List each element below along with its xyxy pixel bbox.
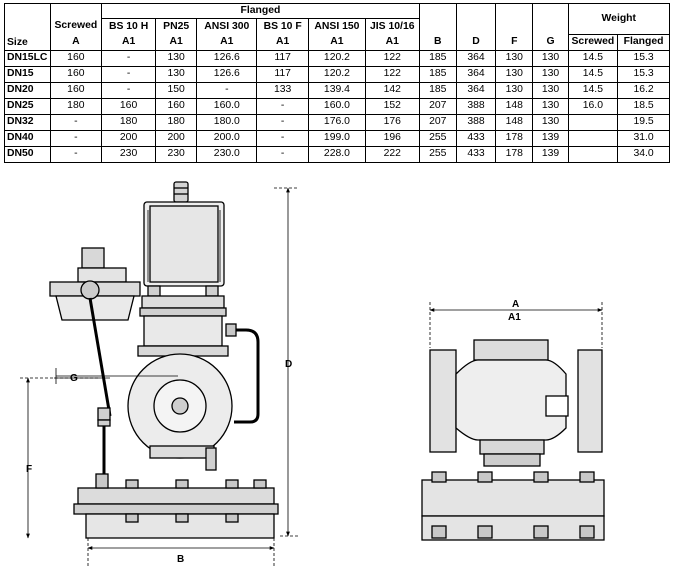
- table-cell: 14.5: [568, 82, 618, 98]
- table-cell: 34.0: [618, 146, 670, 162]
- dim-label-d: D: [285, 359, 293, 370]
- table-cell: 150: [155, 82, 196, 98]
- col-head-bottom: A1: [257, 34, 309, 50]
- col-head-top: BS 10 H: [102, 19, 156, 35]
- col-head-bottom: G: [533, 34, 568, 50]
- table-cell: 16.0: [568, 98, 618, 114]
- dimensions-table: [4, 3, 670, 163]
- table-cell: 207: [419, 98, 456, 114]
- table-cell: 130: [533, 66, 568, 82]
- table-cell: 255: [419, 146, 456, 162]
- table-row: [5, 82, 670, 98]
- table-cell: 160.0: [309, 98, 366, 114]
- col-head-top: BS 10 F: [257, 19, 309, 35]
- dim-label-a: A: [512, 299, 520, 310]
- front-elevation-view: [422, 340, 604, 540]
- table-cell: 122: [365, 66, 419, 82]
- table-cell: 364: [456, 66, 495, 82]
- table-cell: -: [257, 98, 309, 114]
- table-cell: 180: [155, 114, 196, 130]
- dim-label-a1: A1: [508, 312, 521, 323]
- size-cell: DN15LC: [5, 50, 51, 66]
- table-cell: 139: [533, 130, 568, 146]
- flanged-group-header: Flanged: [102, 4, 419, 19]
- table-cell: 120.2: [309, 66, 366, 82]
- table-cell: 388: [456, 98, 495, 114]
- dim-label-g: G: [70, 373, 78, 384]
- table-cell: 130: [533, 114, 568, 130]
- table-cell: 178: [496, 130, 533, 146]
- table-row: [5, 50, 670, 66]
- col-head-bottom: A1: [197, 34, 257, 50]
- table-cell: 228.0: [309, 146, 366, 162]
- table-cell: 199.0: [309, 130, 366, 146]
- table-cell: 142: [365, 82, 419, 98]
- table-cell: 207: [419, 114, 456, 130]
- table-cell: 222: [365, 146, 419, 162]
- table-cell: 364: [456, 50, 495, 66]
- col-head-bottom: D: [456, 34, 495, 50]
- table-cell: 160: [102, 98, 156, 114]
- table-cell: 117: [257, 50, 309, 66]
- col-head-bottom: A: [50, 34, 102, 50]
- table-cell: -: [50, 114, 102, 130]
- table-cell: 160.0: [197, 98, 257, 114]
- size-cell: DN40: [5, 130, 51, 146]
- table-cell: 433: [456, 130, 495, 146]
- table-cell: 180.0: [197, 114, 257, 130]
- table-row: [5, 130, 670, 146]
- table-cell: -: [257, 114, 309, 130]
- size-header: Size: [5, 34, 51, 50]
- table-cell: 200: [102, 130, 156, 146]
- valve-drawing: [0, 170, 681, 568]
- table-row: [5, 66, 670, 82]
- table-cell: 255: [419, 130, 456, 146]
- table-cell: -: [257, 130, 309, 146]
- col-head-bottom: A1: [309, 34, 366, 50]
- table-cell: 14.5: [568, 66, 618, 82]
- table-cell: 16.2: [618, 82, 670, 98]
- size-cell: DN15: [5, 66, 51, 82]
- table-cell: 196: [365, 130, 419, 146]
- col-head-bottom: A1: [155, 34, 196, 50]
- table-cell: [568, 114, 618, 130]
- size-cell: DN32: [5, 114, 51, 130]
- table-cell: -: [102, 82, 156, 98]
- table-cell: 185: [419, 82, 456, 98]
- weight-group-header: Weight: [568, 4, 669, 35]
- table-cell: 180: [50, 98, 102, 114]
- table-cell: 18.5: [618, 98, 670, 114]
- table-cell: 185: [419, 66, 456, 82]
- size-cell: DN25: [5, 98, 51, 114]
- table-cell: -: [50, 146, 102, 162]
- col-head-top: ANSI 300: [197, 19, 257, 35]
- col-head-top: JIS 10/16: [365, 19, 419, 35]
- table-cell: 130: [155, 66, 196, 82]
- col-head-top: Screwed: [50, 19, 102, 35]
- col-head-bottom: Screwed: [568, 34, 618, 50]
- table-cell: 122: [365, 50, 419, 66]
- table-cell: 133: [257, 82, 309, 98]
- table-cell: 160: [50, 66, 102, 82]
- col-head-bottom: A1: [365, 34, 419, 50]
- table-cell: 19.5: [618, 114, 670, 130]
- table-cell: 364: [456, 82, 495, 98]
- col-head-bottom: B: [419, 34, 456, 50]
- table-cell: 14.5: [568, 50, 618, 66]
- table-cell: 176: [365, 114, 419, 130]
- table-cell: -: [50, 130, 102, 146]
- table-cell: 148: [496, 98, 533, 114]
- table-cell: 139: [533, 146, 568, 162]
- side-elevation-view: [50, 182, 278, 538]
- table-cell: 230.0: [197, 146, 257, 162]
- table-cell: 160: [50, 82, 102, 98]
- table-cell: 160: [155, 98, 196, 114]
- col-head-bottom: A1: [102, 34, 156, 50]
- table-row: [5, 146, 670, 162]
- table-cell: 130: [533, 98, 568, 114]
- table-cell: 139.4: [309, 82, 366, 98]
- table-cell: 130: [496, 50, 533, 66]
- table-row: [5, 114, 670, 130]
- table-cell: -: [102, 50, 156, 66]
- table-cell: 15.3: [618, 66, 670, 82]
- col-head-bottom: F: [496, 34, 533, 50]
- col-head-bottom: Flanged: [618, 34, 670, 50]
- table-cell: 120.2: [309, 50, 366, 66]
- table-cell: 130: [496, 66, 533, 82]
- table-cell: 200.0: [197, 130, 257, 146]
- size-cell: DN20: [5, 82, 51, 98]
- table-cell: 130: [155, 50, 196, 66]
- table-cell: 152: [365, 98, 419, 114]
- table-cell: [568, 130, 618, 146]
- size-header-top: [5, 4, 51, 19]
- table-cell: 200: [155, 130, 196, 146]
- col-head-top: PN25: [155, 19, 196, 35]
- table-cell: 130: [533, 50, 568, 66]
- table-cell: 117: [257, 66, 309, 82]
- table-cell: 130: [496, 82, 533, 98]
- table-row: [5, 98, 670, 114]
- dim-label-f: F: [26, 464, 33, 475]
- table-cell: 178: [496, 146, 533, 162]
- col-head-top: ANSI 150: [309, 19, 366, 35]
- table-cell: 185: [419, 50, 456, 66]
- table-cell: -: [197, 82, 257, 98]
- table-body: [5, 50, 670, 162]
- table-cell: 388: [456, 114, 495, 130]
- table-cell: 31.0: [618, 130, 670, 146]
- table-cell: 148: [496, 114, 533, 130]
- table-cell: 230: [102, 146, 156, 162]
- size-cell: DN50: [5, 146, 51, 162]
- table-cell: 126.6: [197, 66, 257, 82]
- table-cell: [568, 146, 618, 162]
- table-cell: -: [102, 66, 156, 82]
- table-cell: 160: [50, 50, 102, 66]
- table-cell: 230: [155, 146, 196, 162]
- table-cell: 180: [102, 114, 156, 130]
- table-cell: 15.3: [618, 50, 670, 66]
- table-cell: 126.6: [197, 50, 257, 66]
- table-cell: 130: [533, 82, 568, 98]
- table-cell: 176.0: [309, 114, 366, 130]
- table-cell: -: [257, 146, 309, 162]
- table-cell: 433: [456, 146, 495, 162]
- dim-label-b: B: [177, 554, 185, 565]
